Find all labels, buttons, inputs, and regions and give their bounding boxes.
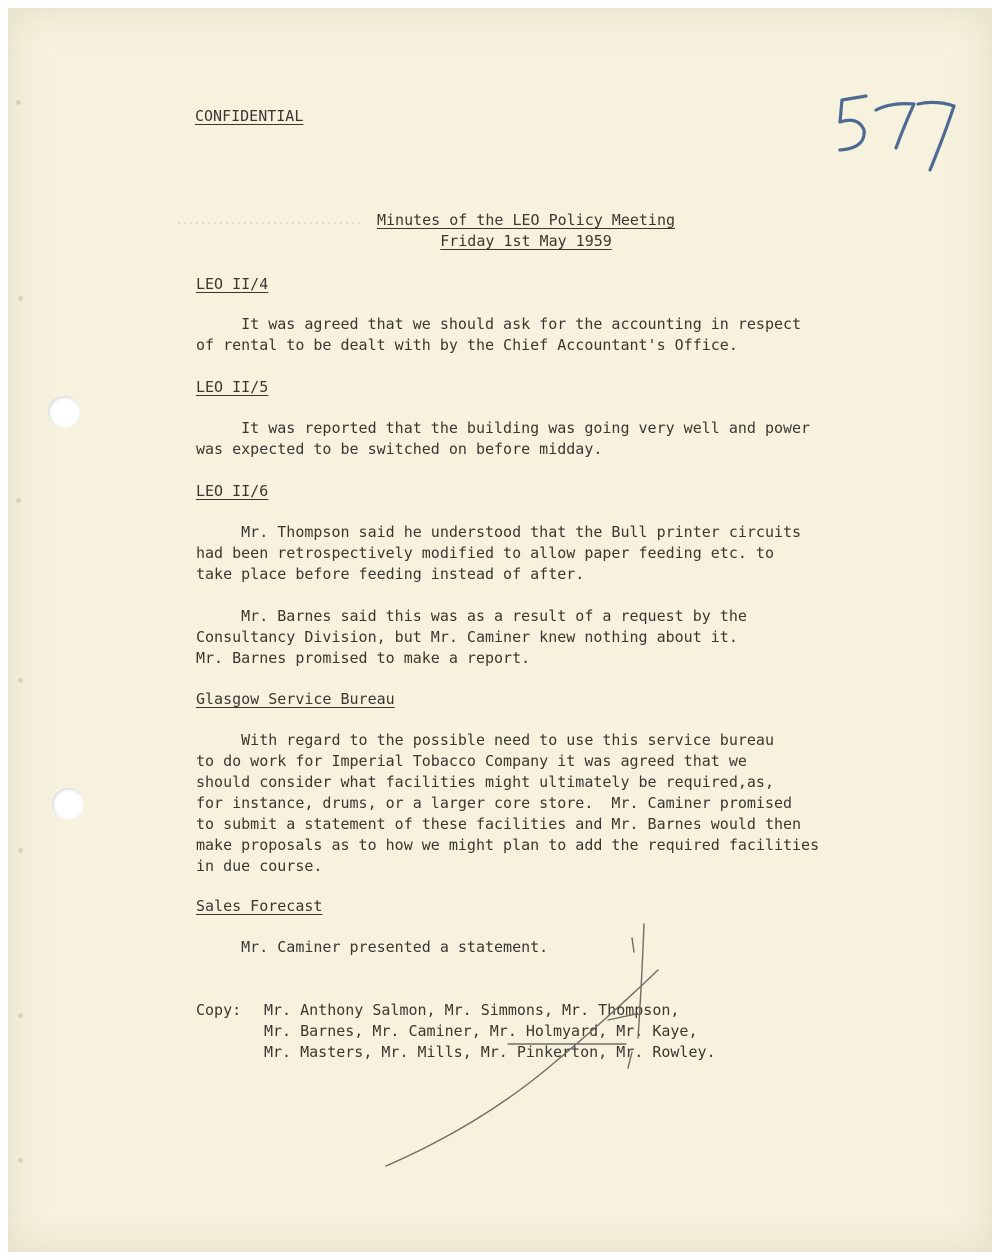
paragraph-sales-forecast: Mr. Caminer presented a statement.: [196, 938, 549, 956]
paragraph-leo-ii-4: It was agreed that we should ask for the accounting in respect of rental to be dealt with by the Chief Accountant's Office.: [196, 315, 802, 354]
paragraph-leo-ii-6-b: Mr. Barnes said this was as a result of a request by the Consultancy Division, but Mr. Caminer knew nothing about it. Mr. Barnes promised to make a report.: [196, 607, 747, 667]
meeting-date: Friday 1st May 1959: [440, 232, 612, 250]
paragraph-glasgow-service-bureau: With regard to the possible need to use this service bureau to do work for Imperial Tobacco Company it was agreed that we should consider what facilities might ultimately be required,as, for instance, drums, or a larger core store. Mr. Caminer promised to submit a statement of these facilities and Mr. Barnes would then make proposals as to how we might plan to add the required facilities in due course.: [196, 731, 820, 875]
section-heading-leo-ii-6: LEO II/6: [196, 482, 269, 500]
section-heading-glasgow-service-bureau: Glasgow Service Bureau: [196, 690, 395, 708]
copy-line-3: Mr. Masters, Mr. Mills, Mr. Pinkerton, Mr. Rowley.: [264, 1043, 716, 1061]
copy-label: Copy:: [196, 1001, 242, 1019]
pencil-annotations: [8, 8, 992, 1252]
confidential-marking: CONFIDENTIAL: [195, 107, 304, 125]
section-heading-leo-ii-4: LEO II/4: [196, 275, 269, 293]
meeting-title: Minutes of the LEO Policy Meeting: [376, 211, 675, 229]
paragraph-leo-ii-5: It was reported that the building was going very well and power was expected to be switched on before midday.: [196, 419, 811, 458]
section-heading-sales-forecast: Sales Forecast: [196, 897, 323, 915]
document-page: [8, 8, 992, 1252]
copy-line-2: Mr. Barnes, Mr. Caminer, Mr. Holmyard, Mr. Kaye,: [264, 1022, 698, 1040]
section-heading-leo-ii-5: LEO II/5: [196, 378, 269, 396]
paragraph-leo-ii-6-a: Mr. Thompson said he understood that the Bull printer circuits had been retrospectively modified to allow paper feeding etc. to take place before feeding instead of after.: [196, 523, 802, 583]
copy-line-1: Mr. Anthony Salmon, Mr. Simmons, Mr. Thompson,: [264, 1001, 680, 1019]
